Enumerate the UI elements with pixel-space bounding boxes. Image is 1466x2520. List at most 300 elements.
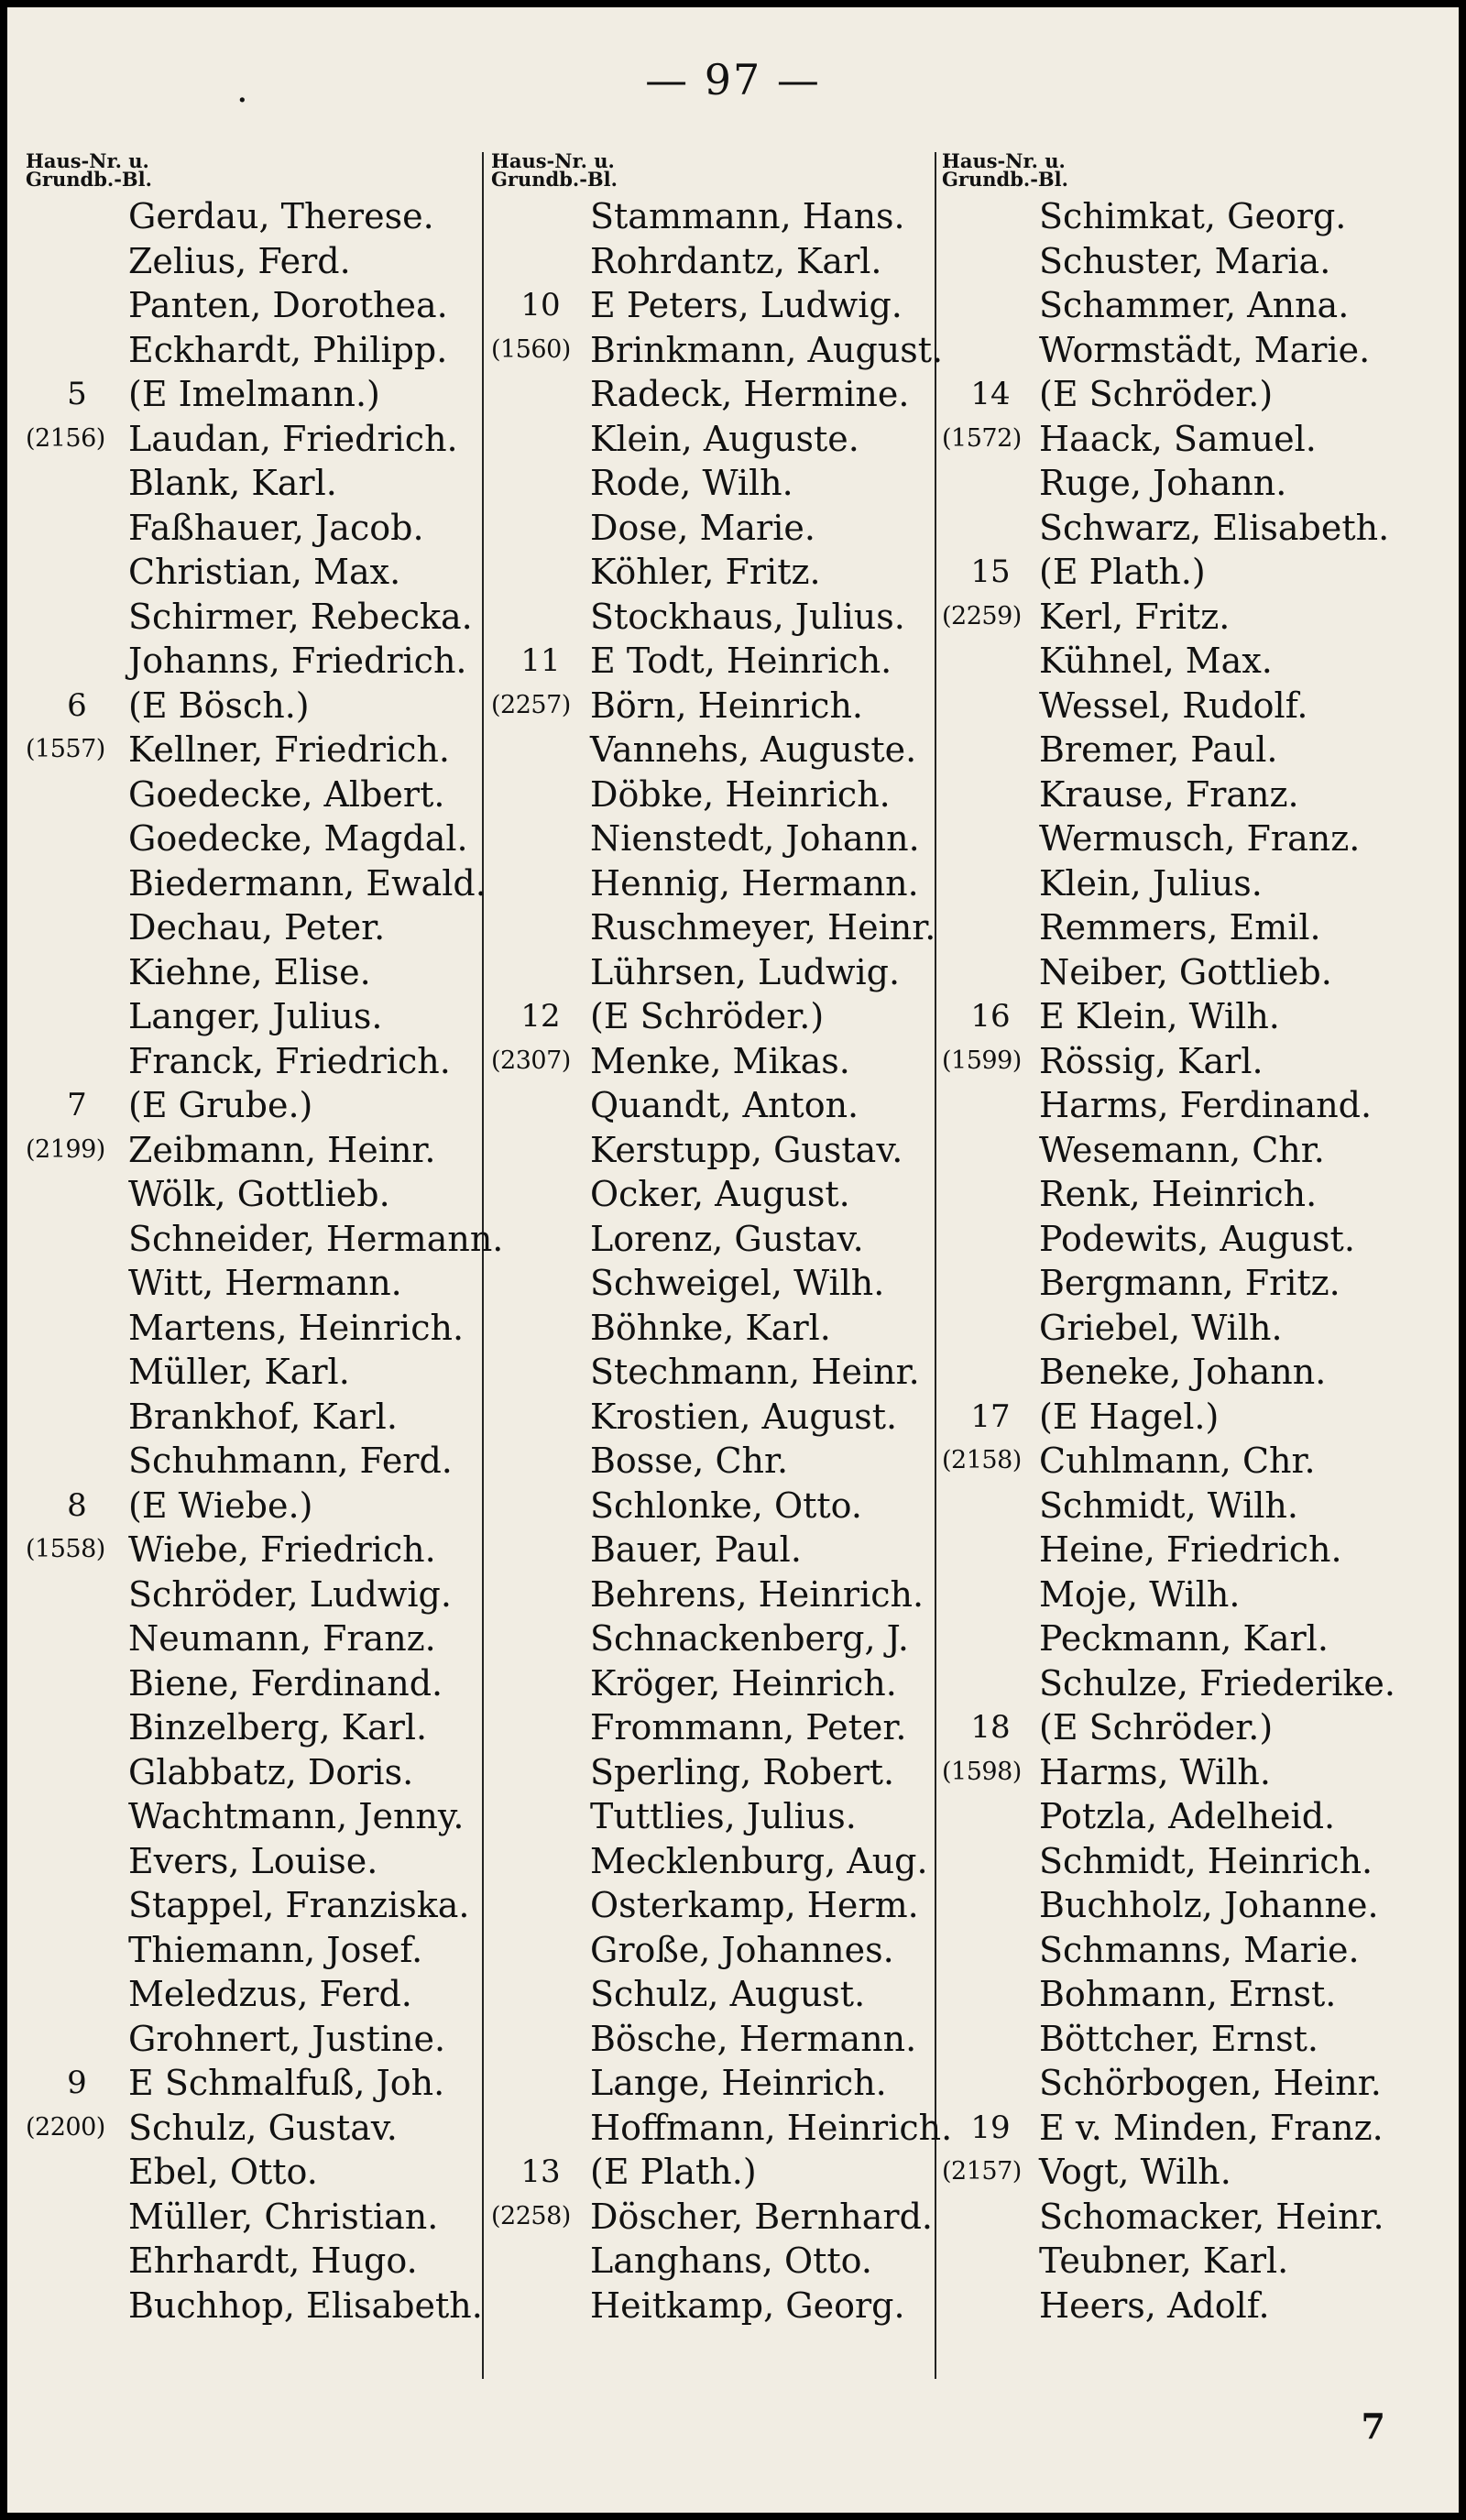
resident-name: Cuhlmann, Chr. (1039, 1441, 1316, 1481)
directory-entry (942, 1039, 1437, 1084)
resident-name: Biene, Ferdinand. (128, 1662, 443, 1704)
resident-name: Wölk, Gottlieb. (128, 1174, 390, 1214)
directory-entry (942, 550, 1437, 595)
directory-entry (26, 1705, 484, 1750)
directory-entry (942, 994, 1437, 1039)
resident-name: Krostien, August. (590, 1396, 898, 1437)
house-number: (2156) (26, 423, 105, 453)
resident-name: Bauer, Paul. (590, 1529, 802, 1570)
directory-entry (26, 1572, 484, 1617)
resident-name: Schweigel, Wilh. (590, 1263, 885, 1303)
directory-entry (491, 684, 935, 729)
directory-entry (942, 1616, 1437, 1661)
resident-name: (E Plath.) (1039, 552, 1206, 592)
column-header-line: Grundb.-Bl. (26, 168, 152, 191)
resident-name: Griebel, Wilh. (1039, 1307, 1283, 1348)
resident-name: Zeibmann, Heinr. (128, 1129, 436, 1170)
directory-entry (26, 1172, 484, 1217)
directory-entry (26, 1661, 484, 1706)
resident-name: Menke, Mikas. (590, 1040, 850, 1081)
directory-entry (26, 816, 484, 861)
resident-name: Müller, Christian. (128, 2196, 439, 2237)
directory-entry (26, 461, 484, 506)
house-number: (2158) (942, 1446, 1022, 1474)
resident-name: Schulz, August. (590, 1974, 866, 2014)
directory-entry (491, 1750, 935, 1795)
directory-entry (942, 239, 1437, 284)
resident-name: Schmidt, Heinrich. (1039, 1840, 1373, 1881)
resident-name: Laudan, Friedrich. (128, 418, 458, 459)
resident-name: Schuhmann, Ferd. (128, 1441, 453, 1481)
directory-entry (942, 772, 1437, 817)
directory-entry (942, 1350, 1437, 1395)
resident-name: Schomacker, Heinr. (1039, 2196, 1384, 2237)
resident-name: Große, Johannes. (590, 1929, 894, 1970)
resident-name: Schulz, Gustav. (128, 2107, 398, 2148)
house-number: 17 (970, 1397, 1011, 1435)
directory-entry (942, 1572, 1437, 1617)
resident-name: Beneke, Johann. (1039, 1352, 1327, 1392)
resident-name: Osterkamp, Herm. (590, 1885, 919, 1925)
directory-entry (26, 1395, 484, 1440)
directory-entry (942, 1172, 1437, 1217)
directory-entry (26, 239, 484, 284)
directory-entry (942, 1972, 1437, 2017)
resident-name: Bergmann, Fritz. (1039, 1263, 1340, 1303)
directory-entry (491, 372, 935, 417)
house-number: (1598) (942, 1757, 1022, 1786)
resident-name: Schulze, Friederike. (1039, 1662, 1395, 1704)
resident-name: Remmers, Emil. (1039, 907, 1321, 948)
resident-name: Stockhaus, Julius. (590, 596, 905, 637)
resident-name: Rode, Wilh. (590, 463, 793, 503)
resident-name: Schmanns, Marie. (1039, 1929, 1360, 1970)
resident-name: Binzelberg, Karl. (128, 1707, 428, 1748)
directory-entry (26, 506, 484, 551)
resident-name: Müller, Karl. (128, 1352, 350, 1392)
house-number: (2157) (942, 2157, 1022, 2186)
resident-name: Kiehne, Elise. (128, 951, 371, 992)
resident-name: Goedecke, Magdal. (128, 818, 468, 859)
resident-name: Brankhof, Karl. (128, 1396, 398, 1437)
house-number: 15 (970, 553, 1011, 590)
resident-name: (E Bösch.) (128, 685, 310, 726)
house-number: 13 (520, 2153, 561, 2190)
directory-entry (942, 2106, 1437, 2151)
directory-entry (491, 994, 935, 1039)
resident-name: Kerl, Fritz. (1039, 596, 1231, 637)
directory-entry (942, 1484, 1437, 1528)
resident-name: Harms, Wilh. (1039, 1751, 1271, 1792)
house-number: 14 (970, 376, 1011, 412)
resident-name: Heine, Friedrich. (1039, 1529, 1342, 1570)
directory-entry (26, 2195, 484, 2240)
resident-name: Rohrdantz, Karl. (590, 240, 882, 281)
resident-name: Buchhop, Elisabeth. (128, 2284, 483, 2326)
directory-entry (491, 1528, 935, 1572)
directory-entry (491, 194, 935, 239)
directory-entry (491, 1128, 935, 1173)
resident-name: (E Plath.) (590, 2152, 757, 2192)
address-column-3 (942, 149, 1437, 2328)
resident-name: Frommann, Peter. (590, 1707, 907, 1748)
directory-entry (26, 1750, 484, 1795)
resident-name: (E Hagel.) (1039, 1396, 1220, 1437)
directory-entry (26, 1083, 484, 1128)
resident-name: Biedermann, Ewald. (128, 862, 487, 904)
directory-entry (491, 328, 944, 373)
directory-entry (26, 905, 484, 950)
resident-name: Kellner, Friedrich. (128, 729, 450, 770)
resident-name: Schirmer, Rebecka. (128, 596, 473, 637)
directory-entry (491, 2150, 935, 2195)
directory-entry (942, 905, 1437, 950)
house-number: (1560) (491, 334, 571, 364)
directory-entry (942, 2195, 1437, 2240)
directory-entry (942, 1439, 1437, 1484)
resident-name: Hoffmann, Heinrich. (590, 2107, 953, 2148)
resident-name: Vannehs, Auguste. (590, 729, 917, 770)
resident-name: Goedecke, Albert. (128, 773, 445, 815)
house-number: (1558) (26, 1535, 105, 1563)
column-header-line: Haus-Nr. u. (26, 149, 149, 172)
resident-name: Renk, Heinrich. (1039, 1174, 1318, 1214)
directory-entry (491, 1661, 935, 1706)
directory-entry (491, 461, 935, 506)
resident-name: Vogt, Wilh. (1039, 2152, 1231, 2192)
resident-name: (E Schröder.) (1039, 1707, 1274, 1748)
directory-entry (491, 1306, 935, 1351)
resident-name: Gerdau, Therese. (128, 196, 434, 236)
resident-name: Glabbatz, Doris. (128, 1751, 414, 1792)
directory-entry (942, 1306, 1437, 1351)
directory-entry (26, 1039, 484, 1084)
resident-name: Eckhardt, Philipp. (128, 329, 448, 370)
resident-list (491, 194, 953, 2328)
directory-entry (491, 2017, 935, 2062)
resident-name: Ebel, Otto. (128, 2152, 318, 2192)
directory-entry (26, 1439, 484, 1484)
directory-entry (491, 1794, 935, 1839)
directory-entry (491, 1883, 935, 1928)
resident-name: Nienstedt, Johann. (590, 818, 920, 859)
directory-entry (942, 816, 1437, 861)
resident-name: Wermusch, Franz. (1039, 818, 1361, 859)
resident-name: E Peters, Ludwig. (590, 285, 903, 325)
resident-list (26, 194, 504, 2328)
directory-entry (26, 1972, 484, 2017)
resident-name: Wiebe, Friedrich. (128, 1529, 436, 1570)
house-number: 8 (67, 1486, 87, 1524)
resident-name: Wessel, Rudolf. (1039, 685, 1308, 726)
resident-name: Lorenz, Gustav. (590, 1218, 864, 1259)
resident-name: E Schmalfuß, Joh. (128, 2063, 445, 2103)
column-header-line: Grundb.-Bl. (491, 168, 618, 191)
directory-entry (26, 684, 484, 729)
column-header-line: Grundb.-Bl. (942, 168, 1068, 191)
directory-entry (942, 595, 1437, 640)
directory-entry (942, 1661, 1437, 1706)
resident-name: Moje, Wilh. (1039, 1573, 1241, 1615)
address-column-1 (26, 149, 504, 2328)
directory-entry (26, 1261, 484, 1306)
directory-entry (26, 950, 484, 995)
resident-name: Meledzus, Ferd. (128, 1974, 412, 2014)
directory-entry (26, 1128, 484, 1173)
house-number: (2307) (491, 1046, 571, 1075)
directory-entry (491, 2106, 953, 2151)
directory-entry (26, 1839, 484, 1884)
directory-entry (491, 417, 935, 462)
house-number: 5 (67, 376, 87, 412)
directory-entry (26, 1928, 484, 1973)
resident-name: Schneider, Hermann. (128, 1218, 504, 1259)
house-number: (1599) (942, 1046, 1022, 1075)
resident-name: Schnackenberg, J. (590, 1618, 910, 1659)
resident-name: Schmidt, Wilh. (1039, 1485, 1298, 1526)
resident-name: E Todt, Heinrich. (590, 641, 892, 681)
directory-entry (491, 905, 935, 950)
resident-name: Stammann, Hans. (590, 196, 905, 236)
directory-entry (942, 2017, 1437, 2062)
house-number: (2258) (491, 2201, 571, 2230)
resident-name: Dechau, Peter. (128, 907, 386, 948)
resident-name: Quandt, Anton. (590, 1085, 859, 1125)
page-number: — 97 — (645, 55, 821, 104)
directory-entry (942, 1750, 1437, 1795)
column-header (942, 149, 1437, 194)
resident-name: Wachtmann, Jenny. (128, 1796, 465, 1836)
resident-name: Kröger, Heinrich. (590, 1662, 897, 1704)
resident-name: Böttcher, Ernst. (1039, 2018, 1318, 2059)
resident-name: Wesemann, Chr. (1039, 1129, 1325, 1170)
resident-name: Zelius, Ferd. (128, 240, 351, 281)
directory-entry (942, 2284, 1437, 2328)
resident-name: Podewits, August. (1039, 1218, 1355, 1259)
resident-name: Brinkmann, August. (590, 329, 944, 370)
resident-name: Schuster, Maria. (1039, 240, 1331, 281)
column-header-line: Haus-Nr. u. (491, 149, 615, 172)
resident-name: (E Schröder.) (1039, 374, 1274, 414)
resident-name: Börn, Heinrich. (590, 685, 864, 726)
directory-entry (26, 1883, 484, 1928)
resident-name: Ehrhardt, Hugo. (128, 2241, 418, 2281)
resident-name: Heers, Adolf. (1039, 2284, 1270, 2326)
resident-name: Teubner, Karl. (1039, 2241, 1289, 2281)
house-number: 9 (67, 2065, 87, 2101)
directory-entry (491, 1039, 935, 1084)
directory-entry (942, 328, 1437, 373)
directory-entry (942, 1261, 1437, 1306)
resident-name: Hennig, Hermann. (590, 862, 919, 904)
directory-entry (491, 861, 935, 906)
directory-entry (942, 950, 1437, 995)
resident-name: Grohnert, Justine. (128, 2018, 446, 2059)
directory-entry (26, 283, 484, 328)
resident-name: Harms, Ferdinand. (1039, 1085, 1373, 1125)
directory-entry (26, 1484, 484, 1528)
resident-name: Rössig, Karl. (1039, 1040, 1264, 1081)
resident-name: Mecklenburg, Aug. (590, 1840, 928, 1881)
directory-entry (491, 1083, 935, 1128)
directory-entry (491, 2195, 935, 2240)
resident-name: Neumann, Franz. (128, 1618, 436, 1659)
directory-entry (942, 1395, 1437, 1440)
resident-name: Christian, Max. (128, 552, 401, 592)
resident-name: (E Imelmann.) (128, 374, 380, 414)
resident-name: Ocker, August. (590, 1174, 850, 1214)
directory-entry (491, 1350, 935, 1395)
directory-entry (942, 372, 1437, 417)
directory-entry (942, 2061, 1437, 2106)
resident-name: Blank, Karl. (128, 463, 337, 503)
directory-entry (491, 2239, 935, 2284)
resident-name: Köhler, Fritz. (590, 552, 821, 592)
resident-name: Thiemann, Josef. (128, 1929, 423, 1970)
directory-entry (942, 1928, 1437, 1973)
directory-entry (942, 684, 1437, 729)
resident-name: Lührsen, Ludwig. (590, 951, 901, 992)
resident-name: Sperling, Robert. (590, 1751, 895, 1792)
resident-name: Döscher, Bernhard. (590, 2196, 933, 2237)
directory-entry (26, 861, 487, 906)
resident-name: Panten, Dorothea. (128, 285, 448, 325)
directory-entry (26, 2061, 484, 2106)
resident-name: Ruschmeyer, Heinr. (590, 907, 936, 948)
resident-name: Schwarz, Elisabeth. (1039, 507, 1390, 548)
resident-name: Faßhauer, Jacob. (128, 507, 424, 548)
house-number: (2259) (942, 601, 1022, 630)
directory-entry (942, 1883, 1437, 1928)
directory-entry (491, 1395, 935, 1440)
directory-entry (942, 461, 1437, 506)
directory-entry (491, 639, 935, 684)
resident-name: Kerstupp, Gustav. (590, 1129, 903, 1170)
directory-entry (491, 816, 935, 861)
directory-entry (942, 1528, 1437, 1572)
directory-entry (491, 283, 935, 328)
directory-page (7, 7, 1459, 2513)
directory-entry (491, 1972, 935, 2017)
resident-name: Behrens, Heinrich. (590, 1573, 924, 1615)
house-number: 16 (970, 998, 1011, 1035)
directory-entry (942, 1083, 1437, 1128)
resident-name: Langer, Julius. (128, 996, 383, 1036)
directory-entry (26, 550, 484, 595)
directory-entry (26, 328, 484, 373)
resident-name: (E Grube.) (128, 1085, 313, 1125)
directory-entry (26, 595, 484, 640)
print-mark: · (236, 80, 248, 122)
directory-entry (942, 1794, 1437, 1839)
directory-entry (491, 1928, 935, 1973)
directory-entry (491, 239, 935, 284)
directory-entry (942, 1128, 1437, 1173)
directory-entry (491, 950, 935, 995)
resident-name: Witt, Hermann. (128, 1263, 402, 1303)
house-number: (2257) (491, 690, 571, 719)
house-number: (2200) (26, 2112, 105, 2142)
directory-entry (942, 861, 1437, 906)
resident-name: Lange, Heinrich. (590, 2063, 887, 2103)
directory-entry (942, 639, 1437, 684)
column-header (491, 149, 935, 194)
resident-name: Stappel, Franziska. (128, 1885, 470, 1925)
directory-entry (491, 728, 935, 772)
resident-name: (E Wiebe.) (128, 1485, 313, 1526)
resident-name: Bosse, Chr. (590, 1441, 789, 1481)
house-number: 18 (970, 1709, 1011, 1746)
resident-name: Neiber, Gottlieb. (1039, 951, 1332, 992)
resident-name: Schammer, Anna. (1039, 285, 1350, 325)
house-number: 12 (520, 998, 561, 1035)
resident-name: Stechmann, Heinr. (590, 1352, 920, 1392)
resident-name: Heitkamp, Georg. (590, 2284, 905, 2326)
directory-entry (491, 1439, 935, 1484)
resident-name: Buchholz, Johanne. (1039, 1885, 1379, 1925)
signature-mark: 7 (1361, 2405, 1385, 2447)
directory-entry (491, 1839, 935, 1884)
directory-entry (26, 994, 484, 1039)
directory-entry (942, 506, 1437, 551)
directory-entry (491, 506, 935, 551)
directory-entry (26, 1528, 484, 1572)
column-header (26, 149, 484, 194)
directory-entry (26, 1217, 504, 1262)
address-column-2 (491, 149, 953, 2328)
directory-entry (491, 2284, 935, 2328)
resident-name: Krause, Franz. (1039, 773, 1299, 815)
directory-entry (491, 1217, 935, 1262)
directory-entry (942, 2239, 1437, 2284)
house-number: 6 (67, 686, 87, 724)
resident-name: Klein, Julius. (1039, 862, 1263, 904)
house-number: (1572) (942, 423, 1022, 453)
directory-entry (491, 772, 935, 817)
directory-entry (26, 728, 484, 772)
directory-entry (942, 1217, 1437, 1262)
resident-name: Dose, Marie. (590, 507, 815, 548)
resident-name: Peckmann, Karl. (1039, 1618, 1329, 1659)
column-divider (935, 152, 936, 2379)
directory-entry (491, 1616, 935, 1661)
house-number: (2199) (26, 1134, 105, 1164)
house-number: 7 (67, 1087, 87, 1123)
resident-name: E Klein, Wilh. (1039, 996, 1280, 1036)
resident-name: Schröder, Ludwig. (128, 1573, 452, 1615)
directory-entry (26, 639, 484, 684)
resident-name: Martens, Heinrich. (128, 1307, 465, 1348)
directory-entry (942, 283, 1437, 328)
directory-entry (26, 2150, 484, 2195)
directory-entry (26, 1794, 484, 1839)
resident-name: Potzla, Adelheid. (1039, 1796, 1336, 1836)
directory-entry (26, 2284, 484, 2328)
resident-name: Franck, Friedrich. (128, 1040, 451, 1081)
directory-entry (491, 1705, 935, 1750)
resident-name: Langhans, Otto. (590, 2241, 872, 2281)
resident-list (942, 194, 1437, 2328)
directory-entry (26, 417, 484, 462)
resident-name: E v. Minden, Franz. (1039, 2107, 1384, 2148)
directory-entry (942, 728, 1437, 772)
resident-name: Wormstädt, Marie. (1039, 329, 1371, 370)
resident-name: Evers, Louise. (128, 1840, 378, 1881)
directory-entry (942, 417, 1437, 462)
resident-name: Haack, Samuel. (1039, 418, 1317, 459)
directory-entry (491, 1484, 935, 1528)
directory-entry (26, 194, 484, 239)
